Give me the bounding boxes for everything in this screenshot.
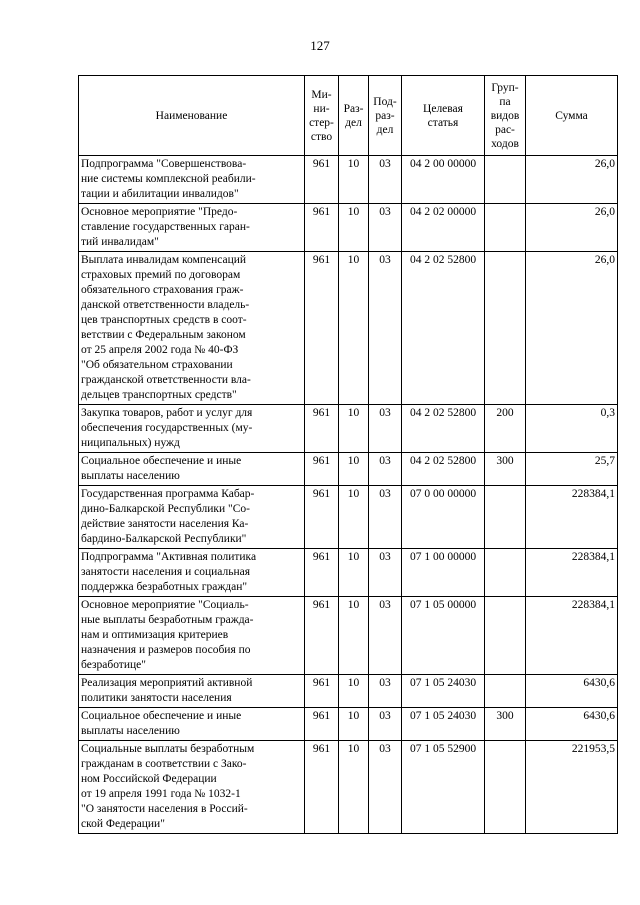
cell-name: Реализация мероприятий активной политики занятости населения (79, 675, 305, 708)
cell-target-article: 07 0 00 00000 (402, 486, 485, 549)
cell-section: 10 (339, 708, 369, 741)
cell-name: Подпрограмма "Активная политика занятости населения и социальная поддержка безработных граждан" (79, 549, 305, 597)
cell-subsection: 03 (369, 549, 402, 597)
cell-expense-group (485, 597, 526, 675)
cell-target-article: 04 2 02 52800 (402, 252, 485, 405)
column-header-target: Целевая статья (402, 76, 485, 156)
header-row (79, 76, 618, 156)
cell-section: 10 (339, 252, 369, 405)
cell-target-article: 07 1 05 24030 (402, 675, 485, 708)
cell-ministry: 961 (305, 597, 339, 675)
cell-section: 10 (339, 675, 369, 708)
table-row (79, 405, 618, 453)
cell-ministry: 961 (305, 675, 339, 708)
column-header-expense_group: Груп- па видов рас- ходов (485, 76, 526, 156)
table-body (79, 156, 618, 834)
cell-amount: 26,0 (526, 252, 618, 405)
cell-subsection: 03 (369, 597, 402, 675)
cell-amount: 26,0 (526, 156, 618, 204)
cell-amount: 228384,1 (526, 486, 618, 549)
cell-name: Социальные выплаты безработным гражданам в соответствии с Зако- ном Российской Федерации от 19 апреля 1991 года № 1032-1 "О занятости населения в Россий- ской Федерации" (79, 741, 305, 834)
table-row (79, 708, 618, 741)
cell-section: 10 (339, 486, 369, 549)
cell-target-article: 07 1 00 00000 (402, 549, 485, 597)
cell-subsection: 03 (369, 675, 402, 708)
cell-expense-group: 300 (485, 453, 526, 486)
cell-section: 10 (339, 597, 369, 675)
column-header-ministry: Ми- ни- стер- ство (305, 76, 339, 156)
column-header-section: Раз- дел (339, 76, 369, 156)
cell-subsection: 03 (369, 741, 402, 834)
table-row (79, 597, 618, 675)
column-header-subsection: Под- раз- дел (369, 76, 402, 156)
cell-ministry: 961 (305, 486, 339, 549)
cell-target-article: 04 2 00 00000 (402, 156, 485, 204)
cell-section: 10 (339, 453, 369, 486)
table-row (79, 156, 618, 204)
cell-amount: 221953,5 (526, 741, 618, 834)
cell-target-article: 04 2 02 00000 (402, 204, 485, 252)
cell-subsection: 03 (369, 204, 402, 252)
cell-ministry: 961 (305, 156, 339, 204)
column-header-name: Наименование (79, 76, 305, 156)
cell-subsection: 03 (369, 405, 402, 453)
cell-amount: 26,0 (526, 204, 618, 252)
cell-ministry: 961 (305, 204, 339, 252)
cell-expense-group: 200 (485, 405, 526, 453)
table-row (79, 741, 618, 834)
table-row (79, 549, 618, 597)
column-header-amount: Сумма (526, 76, 618, 156)
cell-section: 10 (339, 204, 369, 252)
cell-expense-group (485, 486, 526, 549)
cell-amount: 6430,6 (526, 675, 618, 708)
cell-amount: 25,7 (526, 453, 618, 486)
cell-subsection: 03 (369, 486, 402, 549)
cell-ministry: 961 (305, 708, 339, 741)
cell-expense-group (485, 156, 526, 204)
cell-section: 10 (339, 549, 369, 597)
cell-expense-group: 300 (485, 708, 526, 741)
table-row (79, 453, 618, 486)
cell-subsection: 03 (369, 453, 402, 486)
table-row (79, 486, 618, 549)
cell-section: 10 (339, 741, 369, 834)
cell-amount: 228384,1 (526, 549, 618, 597)
cell-name: Государственная программа Кабар- дино-Балкарской Республики "Со- действие занятости населения Ка- бардино-Балкарской Республики" (79, 486, 305, 549)
table-row (79, 252, 618, 405)
cell-ministry: 961 (305, 453, 339, 486)
cell-name: Социальное обеспечение и иные выплаты населению (79, 708, 305, 741)
cell-ministry: 961 (305, 252, 339, 405)
cell-target-article: 07 1 05 52900 (402, 741, 485, 834)
cell-subsection: 03 (369, 156, 402, 204)
cell-name: Подпрограмма "Совершенствова- ние системы комплексной реабили- тации и абилитации инвалидов" (79, 156, 305, 204)
cell-ministry: 961 (305, 405, 339, 453)
cell-section: 10 (339, 156, 369, 204)
cell-target-article: 07 1 05 00000 (402, 597, 485, 675)
page-number: 127 (310, 38, 330, 53)
table-row (79, 204, 618, 252)
cell-name: Выплата инвалидам компенсаций страховых премий по договорам обязательного страхования граж- данской ответственности владель- цев транспортных средств в соот- ветствии с Федеральным законом от 25 апреля 2002 года № 40-ФЗ "Об обязательном страховании гражданской ответственности вла- дельцев транспортных средств" (79, 252, 305, 405)
cell-amount: 0,3 (526, 405, 618, 453)
cell-amount: 228384,1 (526, 597, 618, 675)
cell-amount: 6430,6 (526, 708, 618, 741)
cell-expense-group (485, 252, 526, 405)
cell-section: 10 (339, 405, 369, 453)
cell-name: Закупка товаров, работ и услуг для обеспечения государственных (му- ниципальных) нужд (79, 405, 305, 453)
budget-table (78, 75, 618, 834)
cell-name: Социальное обеспечение и иные выплаты населению (79, 453, 305, 486)
cell-name: Основное мероприятие "Предо- ставление государственных гаран- тий инвалидам" (79, 204, 305, 252)
cell-name: Основное мероприятие "Социаль- ные выплаты безработным гражда- нам и оптимизация критериев назначения и размеров пособия по безработице" (79, 597, 305, 675)
cell-subsection: 03 (369, 708, 402, 741)
cell-expense-group (485, 741, 526, 834)
cell-subsection: 03 (369, 252, 402, 405)
cell-target-article: 07 1 05 24030 (402, 708, 485, 741)
cell-expense-group (485, 204, 526, 252)
table-row (79, 675, 618, 708)
cell-target-article: 04 2 02 52800 (402, 405, 485, 453)
cell-ministry: 961 (305, 741, 339, 834)
cell-expense-group (485, 549, 526, 597)
cell-target-article: 04 2 02 52800 (402, 453, 485, 486)
cell-ministry: 961 (305, 549, 339, 597)
cell-expense-group (485, 675, 526, 708)
